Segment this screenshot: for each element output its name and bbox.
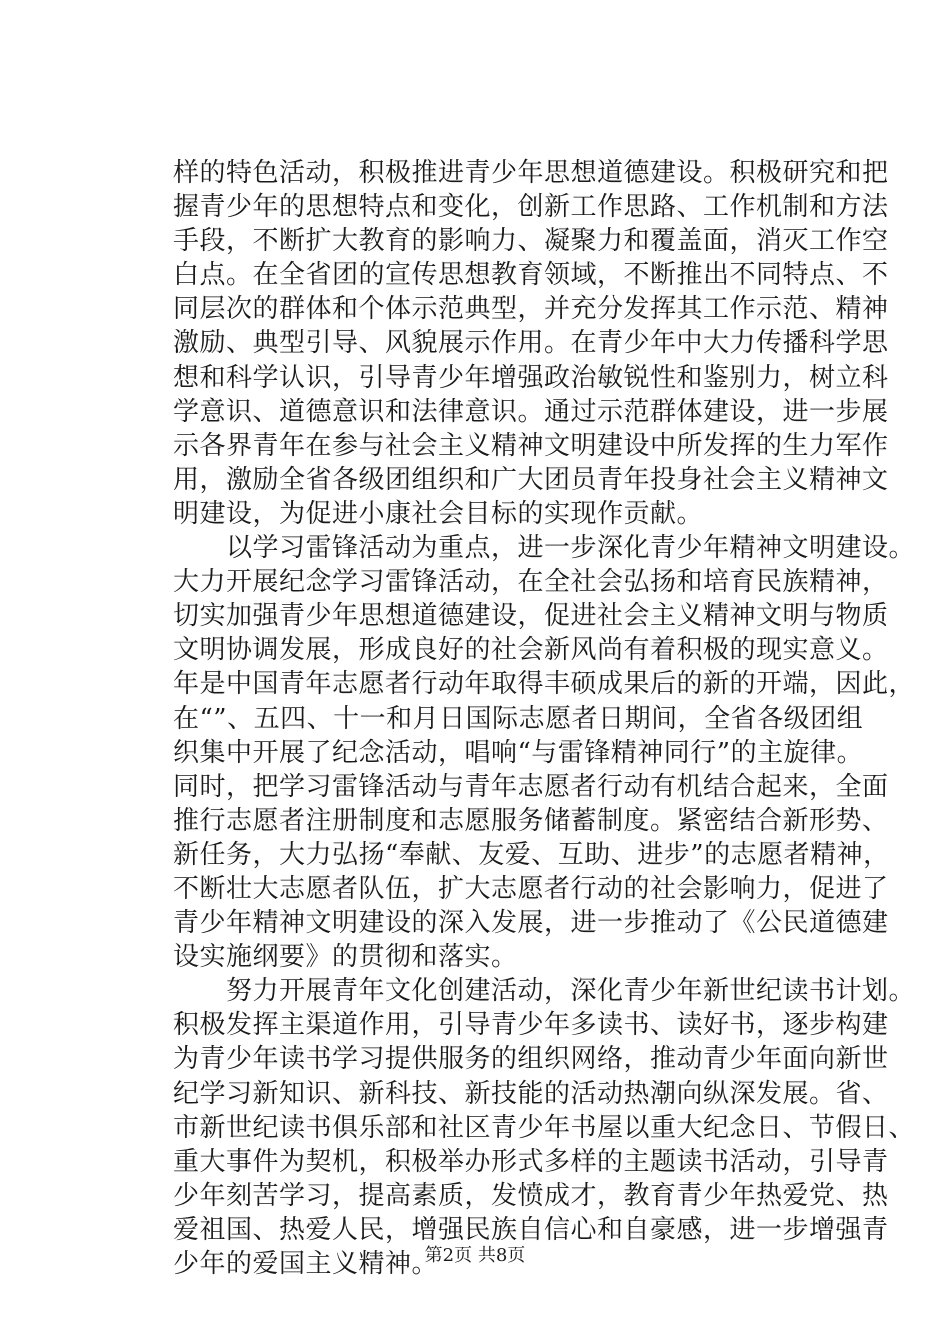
text-line: 积极发挥主渠道作用，引导青少年多读书、读好书，逐步构建 <box>173 1010 889 1041</box>
text-line: 年是中国青年志愿者行动年取得丰硕成果后的新的开端，因此， <box>173 669 916 700</box>
text-line: 大力开展纪念学习雷锋活动，在全社会弘扬和培育民族精神， <box>173 567 889 598</box>
text-line: 新任务，大力弘扬“奉献、友爱、互助、进步”的志愿者精神， <box>173 839 890 870</box>
text-line: 青少年精神文明建设的深入发展，进一步推动了《公民道德建 <box>173 908 889 939</box>
text-line: 织集中开展了纪念活动，唱响“与雷锋精神同行”的主旋律。 <box>173 737 864 768</box>
text-line: 市新世纪读书俱乐部和社区青少年书屋以重大纪念日、节假日、 <box>173 1112 916 1143</box>
text-line: 白点。在全省团的宣传思想教育领域，不断推出不同特点、不 <box>173 260 889 291</box>
text-line: 切实加强青少年思想道德建设，促进社会主义精神文明与物质 <box>173 601 889 632</box>
text-line: 明建设，为促进小康社会目标的实现作贡献。 <box>173 498 704 529</box>
text-line: 同时，把学习雷锋活动与青年志愿者行动有机结合起来，全面 <box>173 771 889 802</box>
text-line: 想和科学认识，引导青少年增强政治敏锐性和鉴别力，树立科 <box>173 362 889 393</box>
text-line: 爱祖国、热爱人民，增强民族自信心和自豪感，进一步增强青 <box>173 1214 889 1245</box>
text-line: 用，激励全省各级团组织和广大团员青年投身社会主义精神文 <box>173 464 889 495</box>
text-line: 设实施纲要》的贯彻和落实。 <box>173 942 518 973</box>
text-line: 少年刻苦学习，提高素质，发愤成才，教育青少年热爱党、热 <box>173 1180 889 1211</box>
text-line: 纪学习新知识、新科技、新技能的活动热潮向纵深发展。省、 <box>173 1078 889 1109</box>
text-line: 努力开展青年文化创建活动，深化青少年新世纪读书计划。 <box>173 976 916 1007</box>
text-line: 学意识、道德意识和法律意识。通过示范群体建设，进一步展 <box>173 396 889 427</box>
text-line: 不断壮大志愿者队伍，扩大志愿者行动的社会影响力，促进了 <box>173 873 889 904</box>
text-line: 推行志愿者注册制度和志愿服务储蓄制度。紧密结合新形势、 <box>173 805 889 836</box>
text-line: 样的特色活动，积极推进青少年思想道德建设。积极研究和把 <box>173 158 889 188</box>
text-line: 在“”、五四、十一和月日国际志愿者日期间，全省各级团组 <box>173 703 864 734</box>
document-body <box>173 156 916 1281</box>
text-line: 文明协调发展，形成良好的社会新风尚有着积极的现实意义。 <box>173 635 889 666</box>
text-line: 示各界青年在参与社会主义精神文明建设中所发挥的生力军作 <box>173 430 889 461</box>
text-line: 手段，不断扩大教育的影响力、凝聚力和覆盖面，消灭工作空 <box>173 226 889 257</box>
text-line: 少年的爱国主义精神。 <box>173 1249 439 1279</box>
text-line: 同层次的群体和个体示范典型，并充分发挥其工作示范、精神 <box>173 294 889 325</box>
text-line: 激励、典型引导、风貌展示作用。在青少年中大力传播科学思 <box>173 328 889 359</box>
text-line: 握青少年的思想特点和变化，创新工作思路、工作机制和方法 <box>173 192 889 223</box>
text-line: 重大事件为契机，积极举办形式多样的主题读书活动，引导青 <box>173 1146 889 1177</box>
text-line: 为青少年读书学习提供服务的组织网络，推动青少年面向新世 <box>173 1044 889 1075</box>
page-number-footer: 第2页 共8页 <box>424 1245 526 1266</box>
text-line: 以学习雷锋活动为重点，进一步深化青少年精神文明建设。 <box>173 533 916 564</box>
